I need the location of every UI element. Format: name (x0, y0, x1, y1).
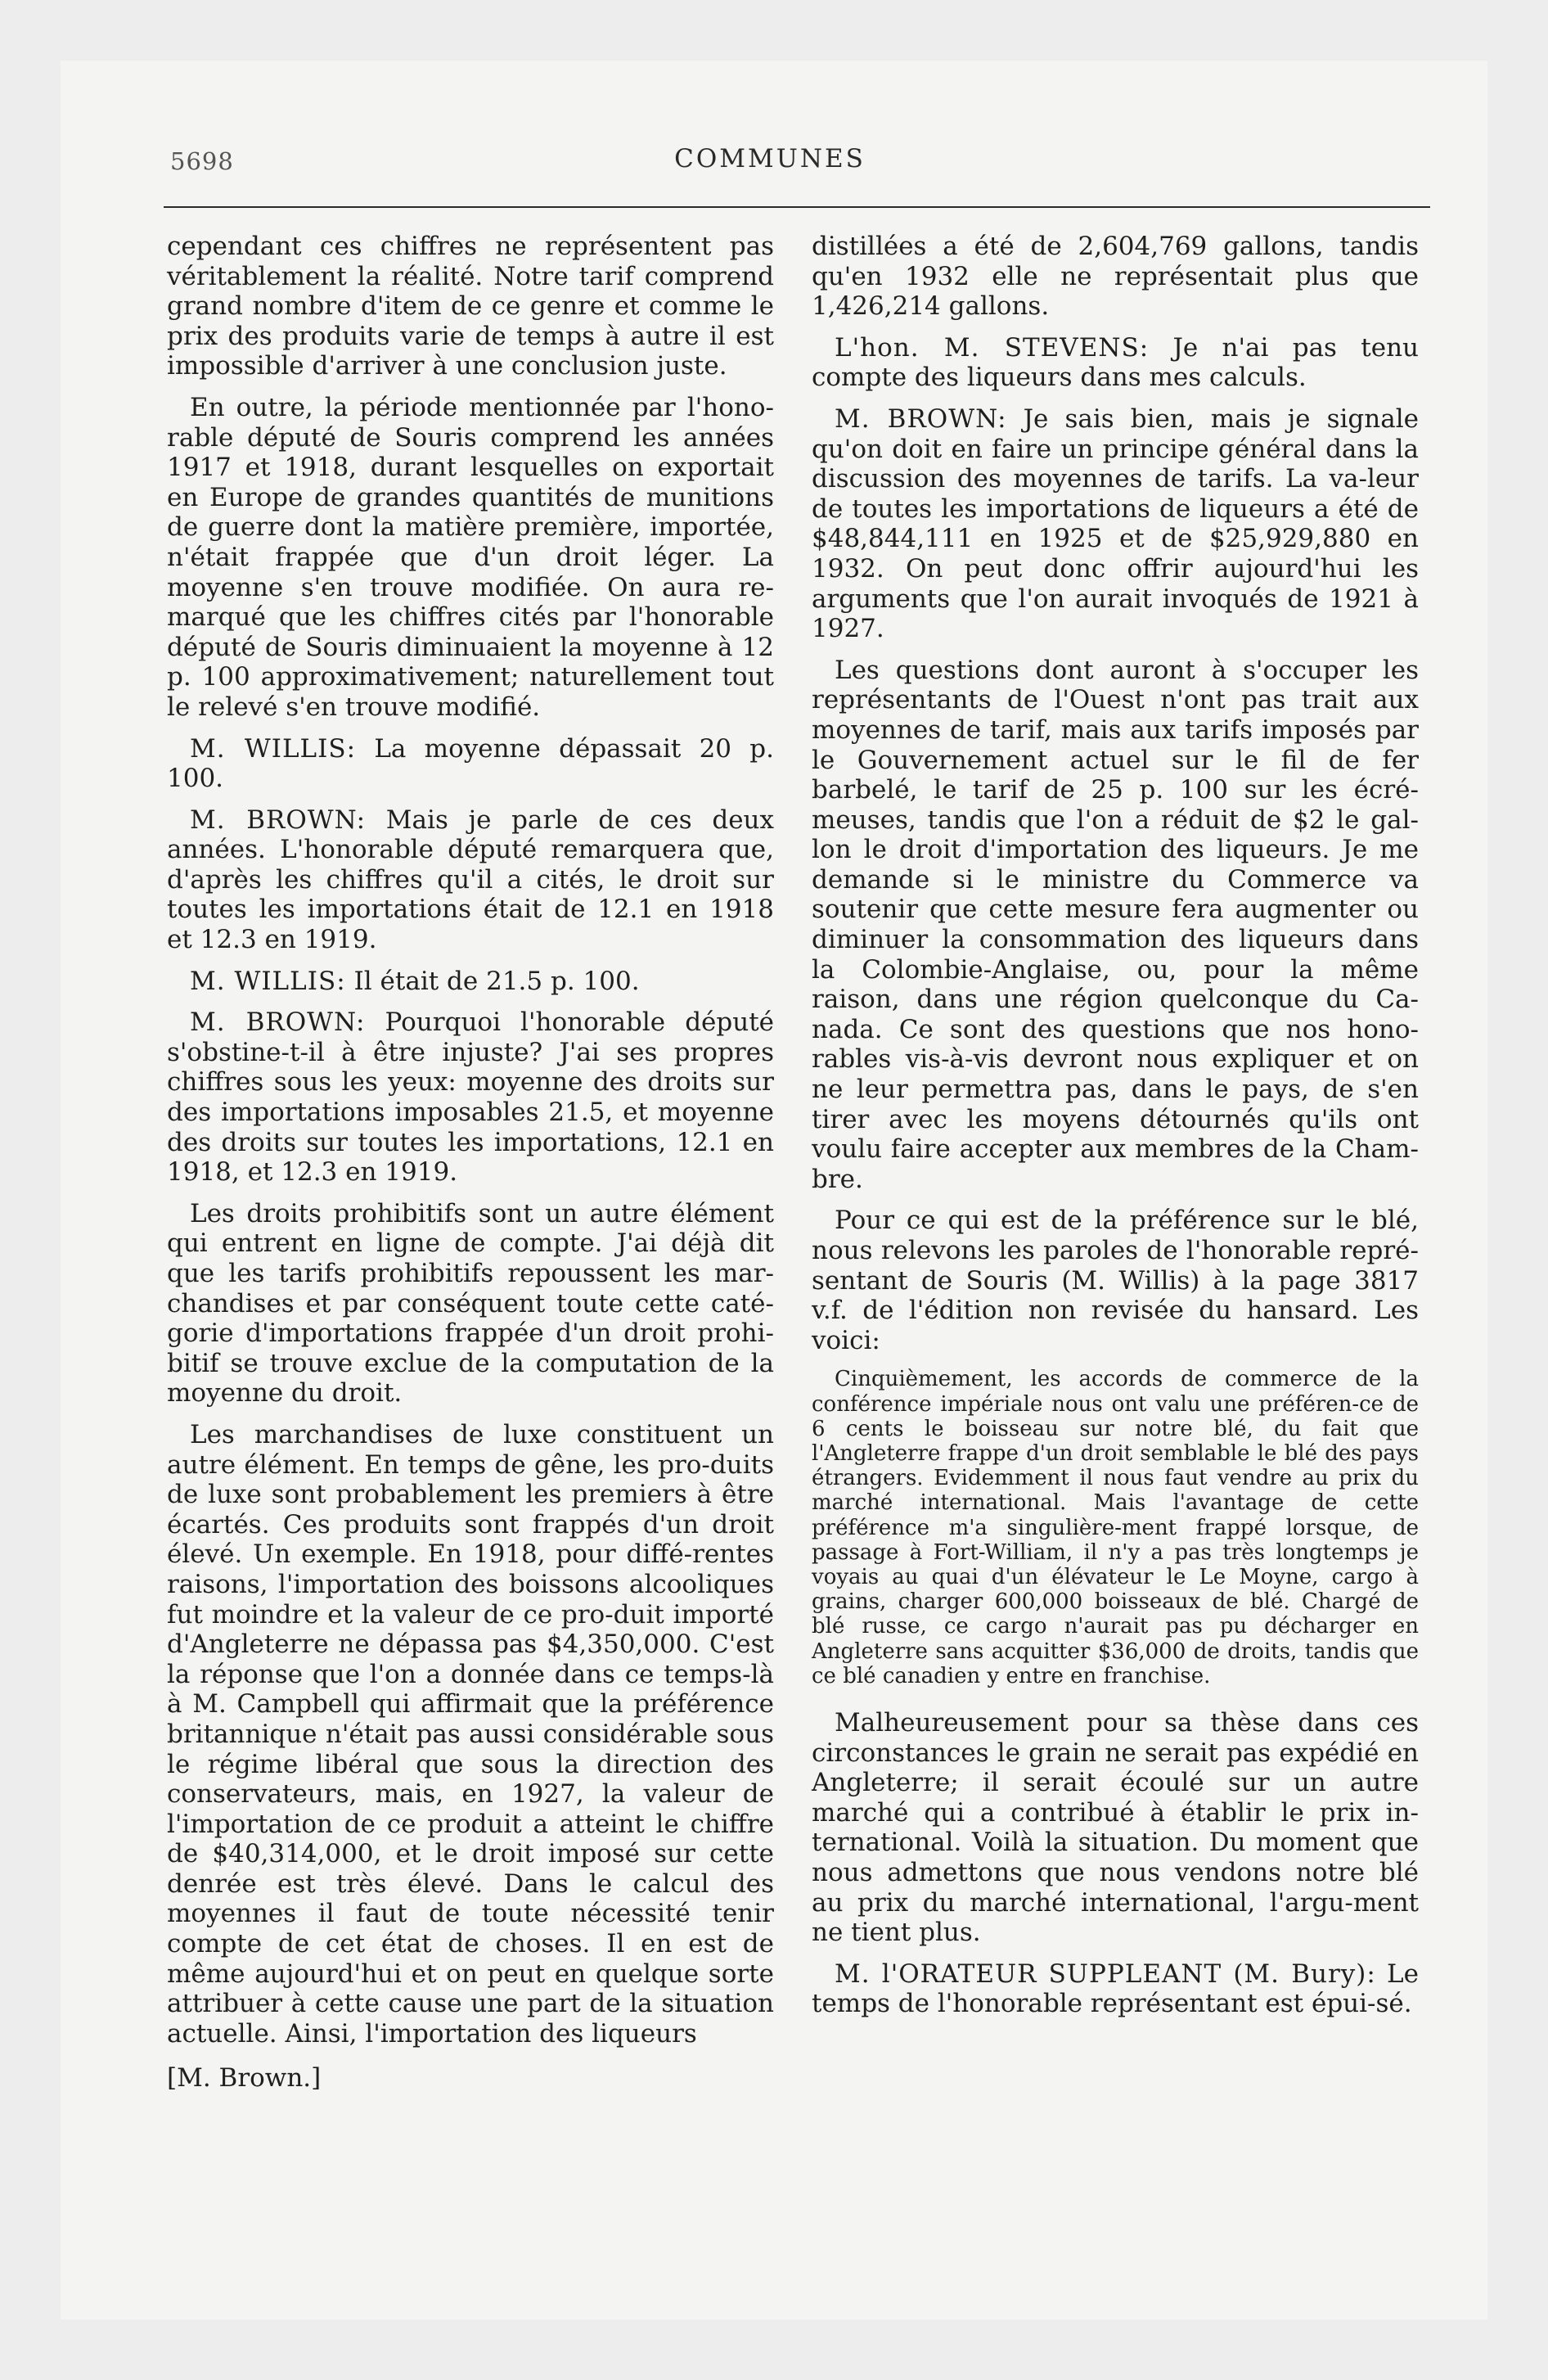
right-column (812, 232, 1419, 2031)
speech (167, 967, 774, 997)
speaker-name: M. WILLIS: (190, 733, 357, 764)
paragraph: Les marchandises de luxe constituent un autre élément. En temps de gêne, les pro-duits de luxe sont probablement les premiers à être écartés. Ces produits sont frappés d'un droit élevé. Un exemple. En 1918, pour diffé-rentes raisons, l'importation des boissons alcooliques fut moindre et la valeur de ce pro-duit importé d'Angleterre ne dépassa pas $4,350,000. C'est la réponse que l'on a donnée dans ce temps-là à M. Campbell qui affirmait que la préférence britannique n'était pas aussi considérable sous le régime libéral que sous la direction des conservateurs, mais, en 1927, la valeur de l'importation de ce produit a atteint le chiffre de $40,314,000, et le droit imposé sur cette denrée est très élevé. Dans le calcul des moyennes il faut de toute nécessité tenir compte de cet état de choses. Il en est de même aujourd'hui et on peut en quelque sorte attribuer à cette cause une part de la situation actuelle. Ainsi, l'importation des liqueurs (167, 1419, 774, 2049)
speaker-name: M. BROWN: (190, 1007, 366, 1038)
speech-text: Il était de 21.5 p. 100. (345, 966, 640, 996)
speech (812, 404, 1419, 644)
speech-text: Je sais bien, mais je signale qu'on doit en faire un principe général dans la discussion des moyennes de tarifs. La va-leur de toutes les importations de liqueurs a été de $48,844,111 en 1925 et de $25,929,880 en 1932. On peut donc offrir aujourd'hui les arguments que l'on aurait invoqués de 1921 à 1927. (812, 403, 1419, 644)
paragraph: cependant ces chiffres ne représentent pas véritablement la réalité. Notre tarif comprend grand nombre d'item de ce genre et comme le prix des produits varie de temps à autre il est impossible d'arriver à une conclusion juste. (167, 232, 774, 381)
speech-text: Pourquoi l'honorable député s'obstine-t-il à être injuste? J'ai ses propres chiffres sous les yeux: moyenne des droits sur des importations imposables 21.5, et moyenne des droits sur toutes les importations, 12.1 en 1918, et 12.3 en 1919. (167, 1007, 774, 1188)
speaker-attribution: [M. Brown.] (167, 2063, 322, 2094)
speech (167, 1007, 774, 1188)
paragraph: Malheureusement pour sa thèse dans ces circonstances le grain ne serait pas expédié en Angleterre; il serait écoulé sur un autre marché qui a contribué à établir le prix in-ternational. Voilà la situation. Du moment que nous admettons que nous vendons notre blé au prix du marché international, l'argu-ment ne tient plus. (812, 1708, 1419, 1948)
block-quote (812, 1367, 1419, 1688)
speech (812, 333, 1419, 393)
speech-text: Je n'ai pas tenu compte des liqueurs dans mes calculs. (812, 332, 1419, 393)
paragraph: En outre, la période mentionnée par l'hono-rable député de Souris comprend les années 1917 et 1918, durant lesquelles on exportait en Europe de grandes quantités de munitions de guerre dont la matière première, importée, n'était frappée que d'un droit léger. La moyenne s'en trouve modifiée. On aura re-marqué que les chiffres cités par l'honorable député de Souris diminuaient la moyenne à 12 p. 100 approximativement; naturellement tout le relevé s'en trouve modifié. (167, 392, 774, 722)
speech (812, 1959, 1419, 2019)
speaker-name: M. BROWN: (835, 403, 1007, 434)
speaker-name: M. l'ORATEUR SUPPLEANT (M. Bury): (835, 1959, 1376, 1989)
page-header (110, 141, 1430, 182)
running-title: COMMUNES (674, 144, 866, 174)
speech-text: Mais je parle de ces deux années. L'honorable député remarquera que, d'après les chiffres qu'il a cités, le droit sur toutes les importations était de 12.1 en 1918 et 12.3 en 1919. (167, 805, 774, 955)
left-column (167, 232, 774, 2105)
header-rule (164, 206, 1430, 208)
paragraph: Les droits prohibitifs sont un autre élément qui entrent en ligne de compte. J'ai déjà dit que les tarifs prohibitifs repoussent les mar-chandises et par conséquent toute cette caté-gorie d'importations frappée d'un droit prohi-bitif se trouve exclue de la computation de la moyenne du droit. (167, 1198, 774, 1409)
page-number: 5698 (170, 147, 234, 175)
quote-text: Cinquièmement, les accords de commerce de la conférence impériale nous ont valu une préféren-ce de 6 cents le boisseau sur notre blé, du fait que l'Angleterre frappe d'un droit semblable le blé des pays étrangers. Evidemment il nous faut vendre au prix du marché international. Mais l'avantage de cette préférence m'a singulière-ment frappé lorsque, de passage à Fort-William, il n'y a pas très longtemps je voyais au quai d'un élévateur le Le Moyne, cargo à grains, charger 600,000 boisseaux de blé. Chargé de blé russe, ce cargo n'aurait pas pu décharger en Angleterre sans acquitter $36,000 de droits, tandis que ce blé canadien y entre en franchise. (812, 1367, 1419, 1688)
speech-text: Le temps de l'honorable représentant est épui-sé. (812, 1959, 1419, 2019)
paragraph: distillées a été de 2,604,769 gallons, tandis qu'en 1932 elle ne représentait plus que 1,426,214 gallons. (812, 232, 1419, 322)
speech-text: La moyenne dépassait 20 p. 100. (167, 733, 774, 794)
speaker-name: M. WILLIS: (190, 966, 346, 996)
speech (167, 734, 774, 794)
speaker-name: M. BROWN: (190, 805, 367, 835)
paragraph: Pour ce qui est de la préférence sur le blé, nous relevons les paroles de l'honorable repré-sentant de Souris (M. Willis) à la page 3817 v.f. de l'édition non revisée du hansard. Les voici: (812, 1206, 1419, 1355)
paragraph: Les questions dont auront à s'occuper les représentants de l'Ouest n'ont pas trait aux moyennes de tarif, mais aux tarifs imposés par le Gouvernement actuel sur le fil de fer barbelé, le tarif de 25 p. 100 sur les écré-meuses, tandis que l'on a réduit de $2 le gal-lon le droit d'importation des liqueurs. Je me demande si le ministre du Commerce va soutenir que cette mesure fera augmenter ou diminuer la consommation des liqueurs dans la Colombie-Anglaise, ou, pour la même raison, dans une région quelconque du Ca-nada. Ce sont des questions que nos hono-rables vis-à-vis devront nous expliquer et on ne leur permettra pas, dans le pays, de s'en tirer avec les moyens détournés qu'ils ont voulu faire accepter aux membres de la Cham-bre. (812, 655, 1419, 1194)
speech (167, 805, 774, 955)
speaker-name: L'hon. M. STEVENS: (835, 332, 1150, 363)
